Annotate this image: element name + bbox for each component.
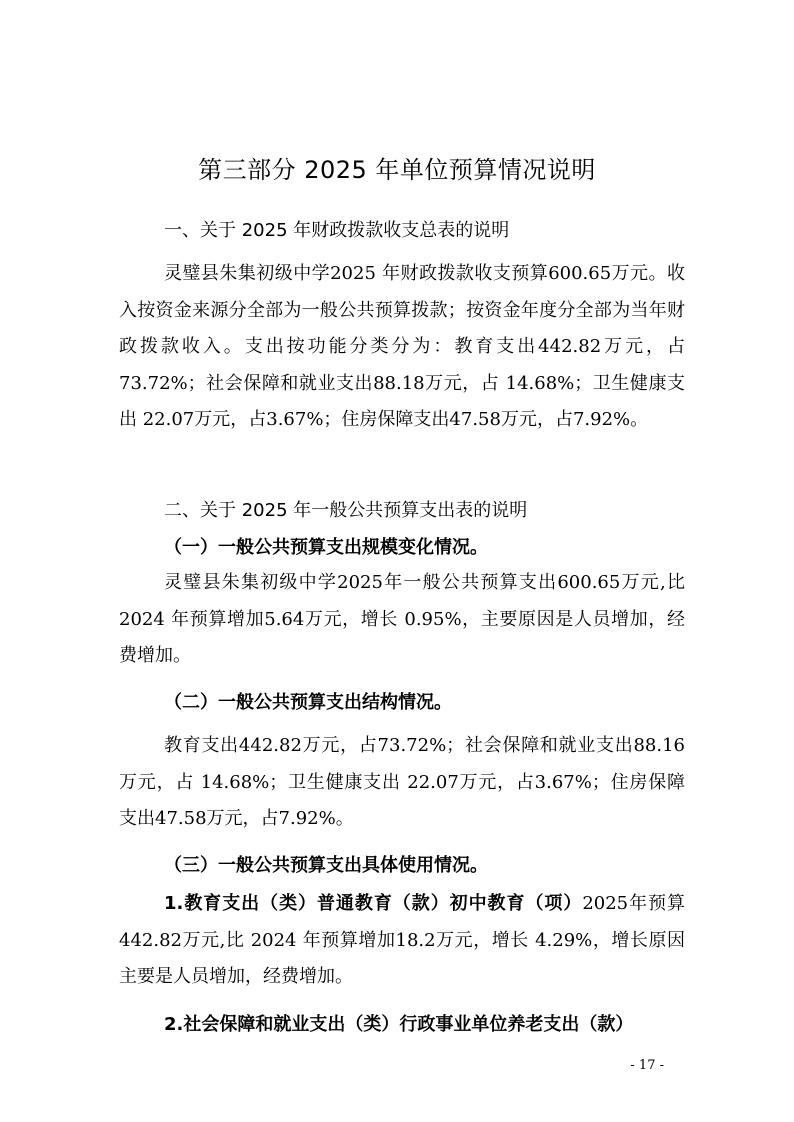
sub2-heading: （二）一般公共预算支出结构情况。 [164, 692, 452, 713]
sub3-item1-paragraph [119, 886, 685, 996]
page-number: - 17 - [630, 1058, 664, 1073]
section2-heading: 二、关于 2025 年一般公共预算支出表的说明 [164, 500, 528, 521]
sub3-item2-heading: 2.社会保障和就业支出（类）行政事业单位养老支出（款） [164, 1014, 634, 1035]
section1-heading: 一、关于 2025 年财政拨款收支总表的说明 [164, 220, 510, 241]
sub3-item1-lead: 1.教育支出（类）普通教育（款）初中教育（项） [164, 893, 583, 914]
sub1-paragraph: 灵璧县朱集初级中学2025年一般公共预算支出600.65万元,比 2024 年预算增加5.64万元，增长 0.95%，主要原因是人员增加，经费增加。 [119, 572, 685, 666]
page-title: 第三部分 2025 年单位预算情况说明 [198, 156, 596, 184]
sub3-item1-text: 2025年预算442.82万元,比 2024 年预算增加18.2万元，增长 4.29%，增长原因主要是人员增加，经费增加。 [119, 893, 685, 987]
sub3-heading: （三）一般公共预算支出具体使用情况。 [164, 855, 488, 876]
sub2-paragraph: 教育支出442.82万元，占73.72%；社会保障和就业支出88.16万元，占 14.68%；卫生健康支出 22.07万元，占3.67%；住房保障支出47.58万元，占7.92%。 [119, 735, 685, 829]
sub1-heading: （一）一般公共预算支出规模变化情况。 [164, 537, 488, 558]
section1-paragraph: 灵璧县朱集初级中学2025 年财政拨款收支预算600.65万元。收入按资金来源分全部为一般公共预算拨款；按资金年度分全部为当年财政拨款收入。支出按功能分类分为：教育支出442.82万元，占 73.72%；社会保障和就业支出88.18万元，占 14.68%；卫生健康支出 22.07万元，占3.67%；住房保障支出47.58万元，占7.92%。 [119, 263, 685, 430]
